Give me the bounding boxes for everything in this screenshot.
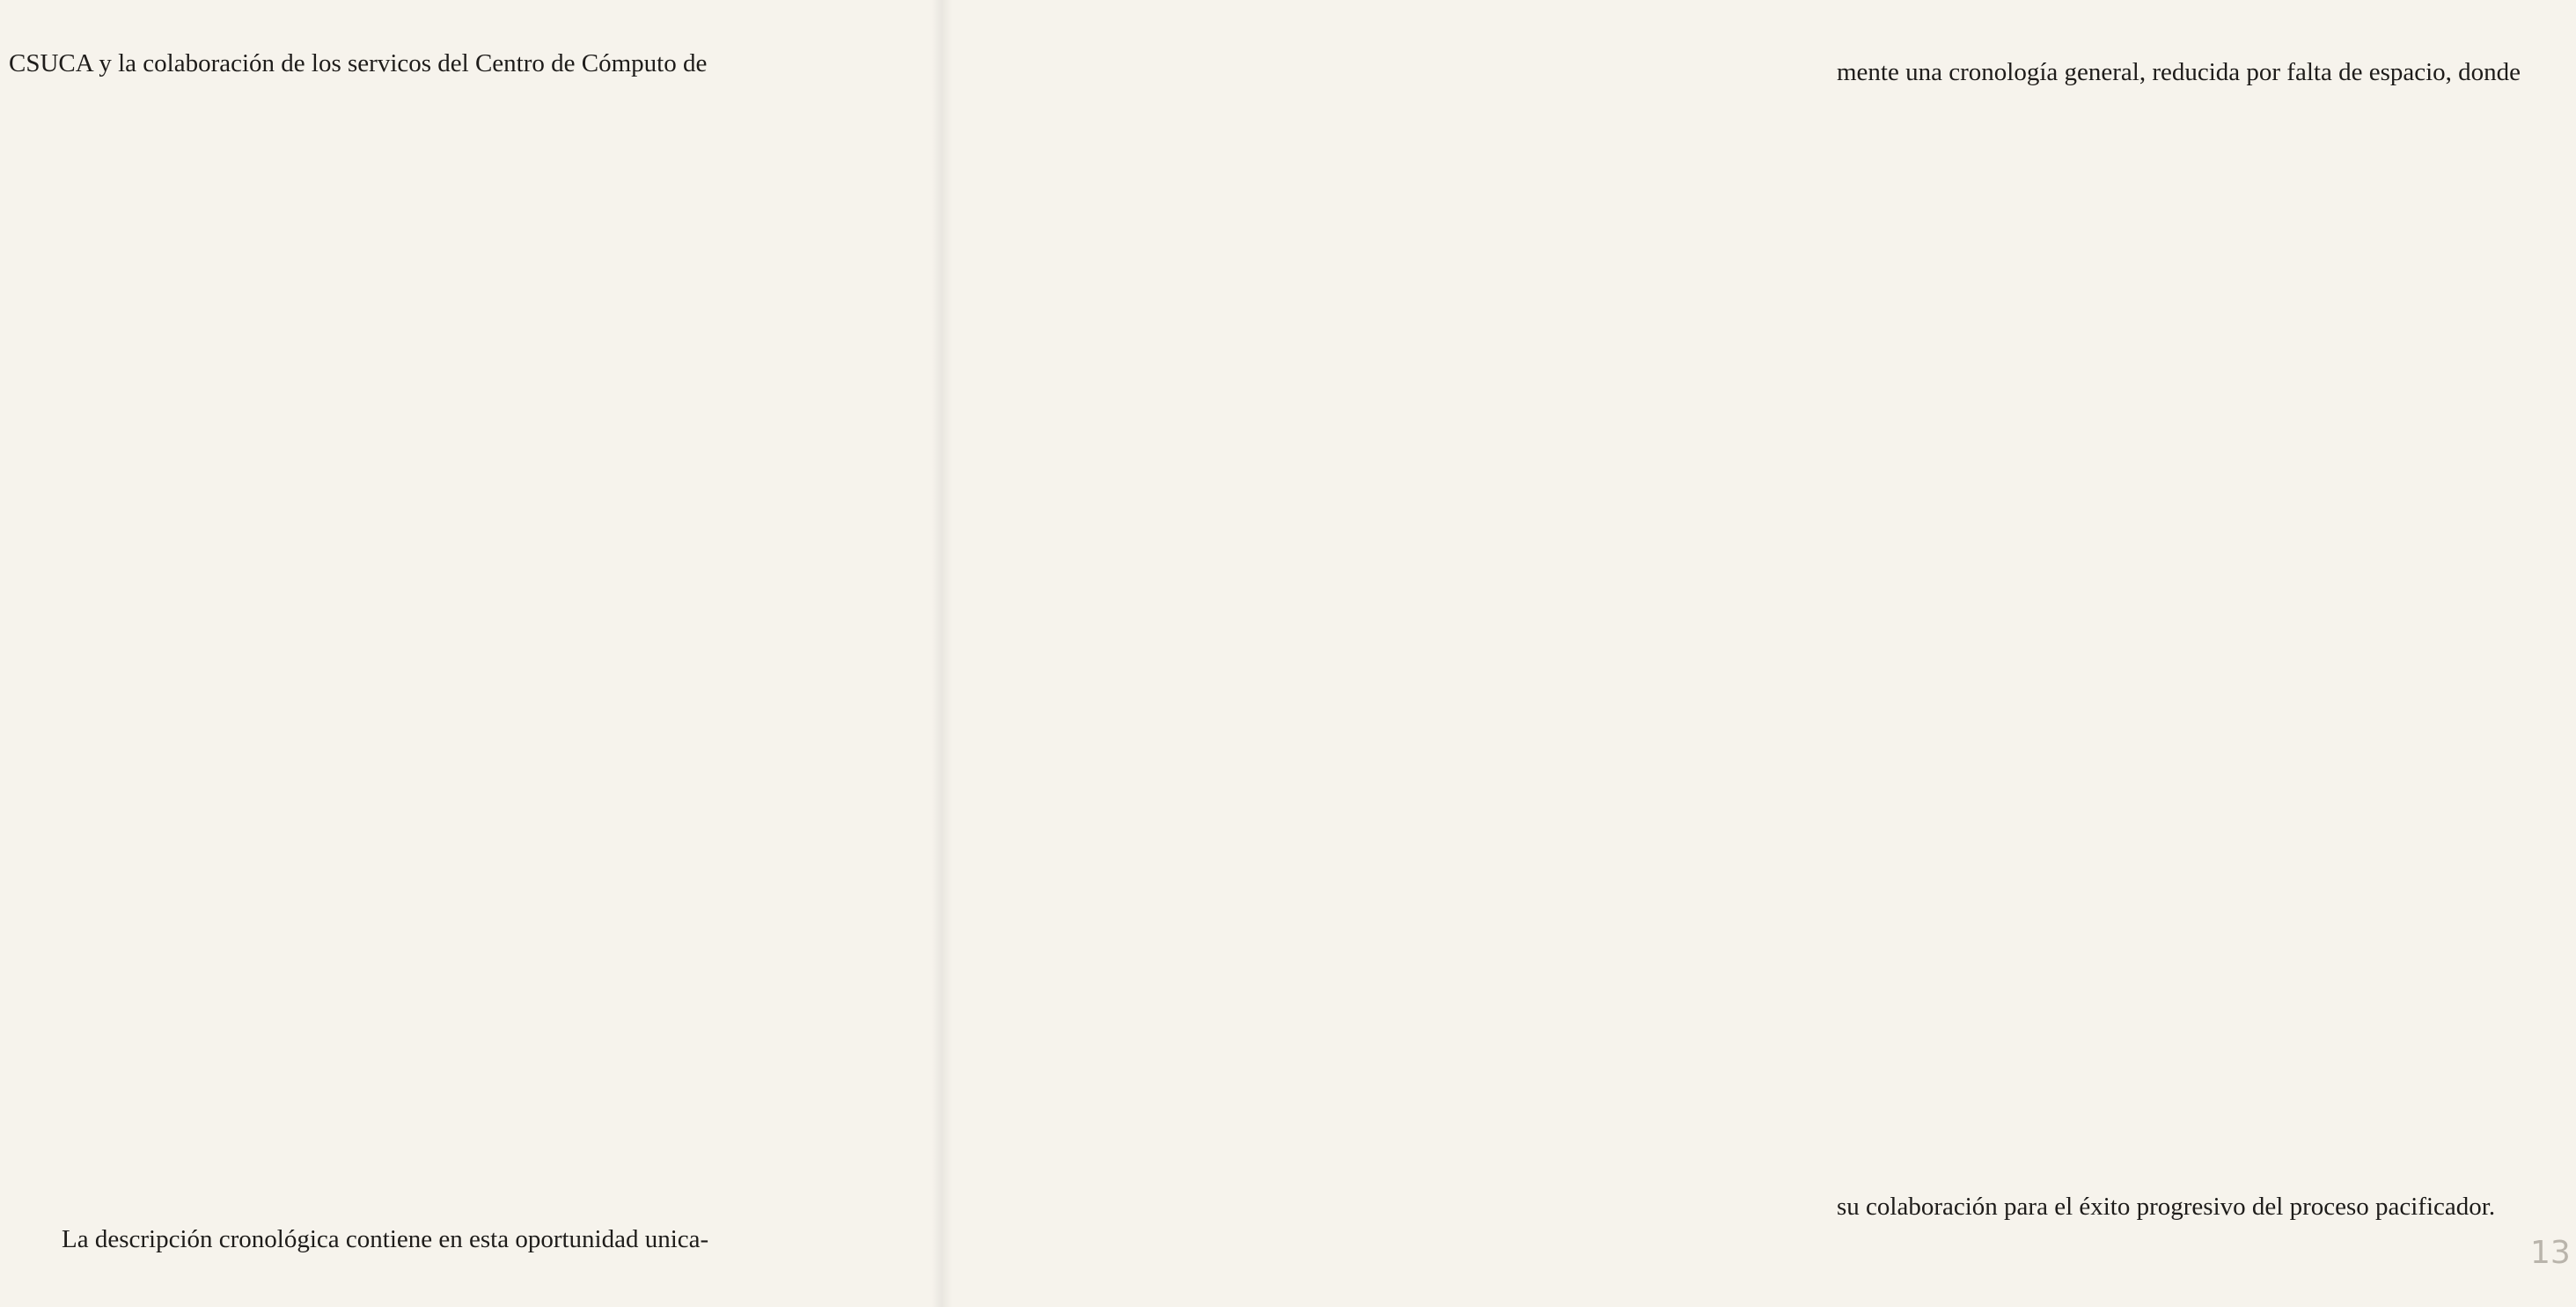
left-page [0,0,870,1307]
left-page-last-line: La descripción cronológica contiene en esta oportunidad unica- [62,1225,709,1253]
left-page-first-line: CSUCA y la colaboración de los servicos del Centro de Cómputo de [9,49,708,77]
right-page-last-line: su colaboración para el éxito progresivo del proceso pacificador. [1837,1193,2496,1221]
right-page [870,0,2571,1307]
right-page-first-line: mente una cronología general, reducida por falta de espacio, donde [1837,58,2521,86]
page-number: 13 [2530,1235,2571,1271]
